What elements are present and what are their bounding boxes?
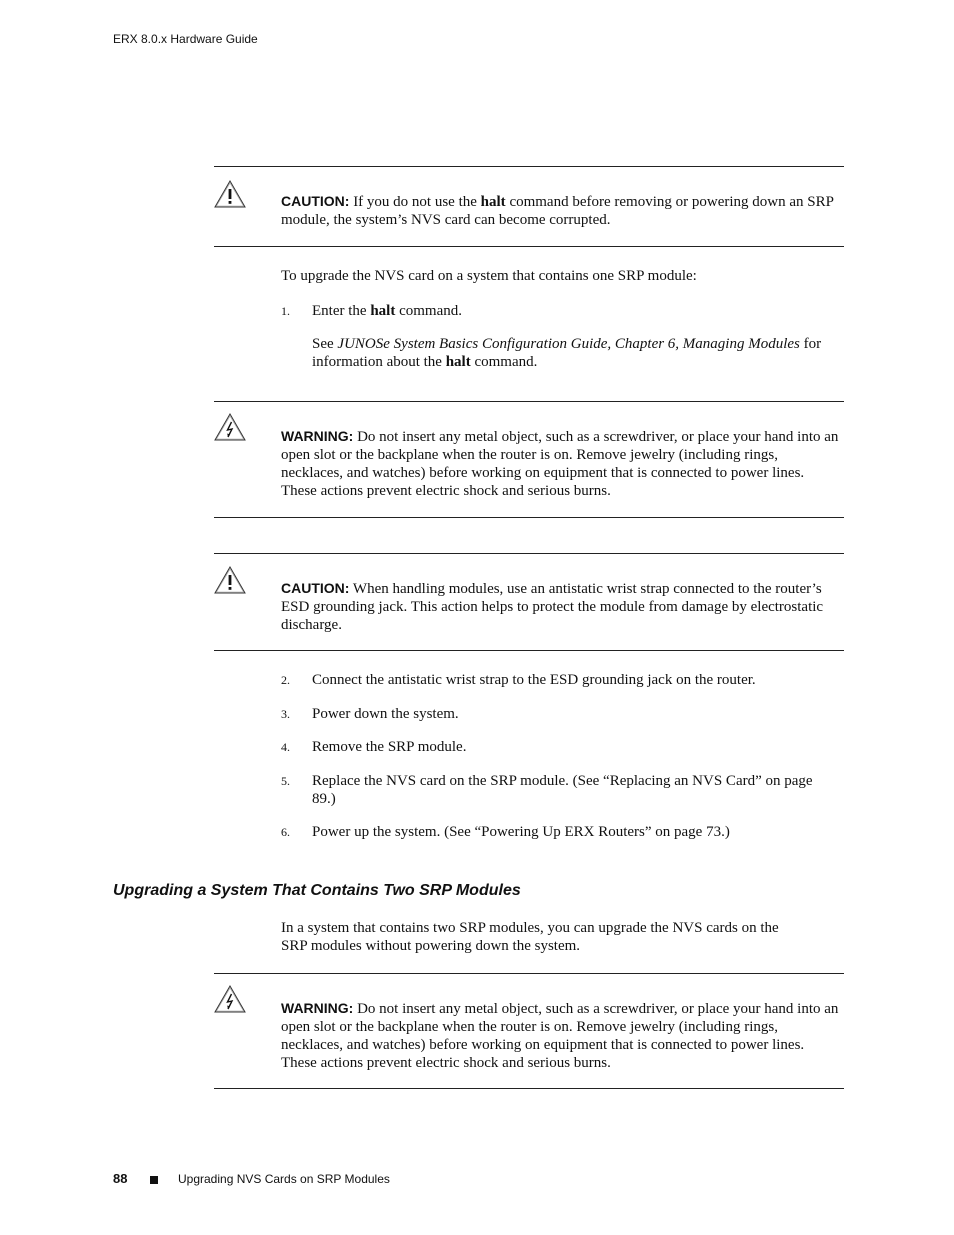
guide-reference: JUNOSe System Basics Configuration Guide, Chapter 6, Managing Modules xyxy=(337,336,800,352)
page-number: 88 xyxy=(113,1171,128,1186)
note-bottom-rule xyxy=(214,1088,844,1089)
warning-note-electric-shock: WARNING: Do not insert any metal object, such as a screwdriver, or place your hand into an open slot or the backplane when the router is on. Remove jewelry (including rings, necklaces, and watches) before working on equipment that is connected to power lines. These actions prevent electric shock and serious burns. xyxy=(281,428,839,499)
running-header: ERX 8.0.x Hardware Guide xyxy=(113,32,258,46)
warning-note-electric-shock: WARNING: Do not insert any metal object, such as a screwdriver, or place your hand into an open slot or the backplane when the router is on. Remove jewelry (including rings, necklaces, and watches) before working on equipment that is connected to power lines. These actions prevent electric shock and serious burns. xyxy=(281,1000,839,1071)
warning-label: WARNING: xyxy=(281,428,354,444)
intro-paragraph: To upgrade the NVS card on a system that contains one SRP module: xyxy=(281,268,697,284)
halt-command: halt xyxy=(370,303,396,319)
footer-section-title: Upgrading NVS Cards on SRP Modules xyxy=(178,1172,390,1186)
halt-command: halt xyxy=(445,354,471,370)
halt-command: halt xyxy=(480,194,506,210)
caution-label: CAUTION: xyxy=(281,580,350,596)
section-intro: In a system that contains two SRP modules, you can upgrade the NVS cards on the SRP modules without powering down the system. xyxy=(281,920,779,954)
note-bottom-rule xyxy=(214,246,844,247)
caution-note-esd: CAUTION: When handling modules, use an antistatic wrist strap connected to the router’s ESD grounding jack. This action helps to protect the module from damage by electrostatic discharge. xyxy=(281,580,824,633)
electrical-warning-triangle-icon xyxy=(214,413,246,441)
electrical-warning-triangle-icon xyxy=(214,985,246,1013)
note-top-rule xyxy=(214,401,844,402)
note-top-rule xyxy=(214,166,844,167)
step-number: 1. xyxy=(281,304,290,318)
footer-square-bullet xyxy=(150,1176,158,1184)
caution-note-halt: CAUTION: If you do not use the halt command before removing or powering down an SRP module, the system’s NVS card can become corrupted. xyxy=(281,193,834,228)
note-bottom-rule xyxy=(214,517,844,518)
caution-triangle-icon xyxy=(214,566,246,594)
note-top-rule xyxy=(214,553,844,554)
caution-label: CAUTION: xyxy=(281,193,350,209)
caution-triangle-icon xyxy=(214,180,246,208)
note-top-rule xyxy=(214,973,844,974)
section-heading: Upgrading a System That Contains Two SRP Modules xyxy=(113,882,521,899)
note-bottom-rule xyxy=(214,650,844,651)
step-1-reference: See JUNOSe System Basics Configuration Guide, Chapter 6, Managing Modules for information about the halt command. xyxy=(312,336,822,370)
warning-label: WARNING: xyxy=(281,1000,354,1016)
